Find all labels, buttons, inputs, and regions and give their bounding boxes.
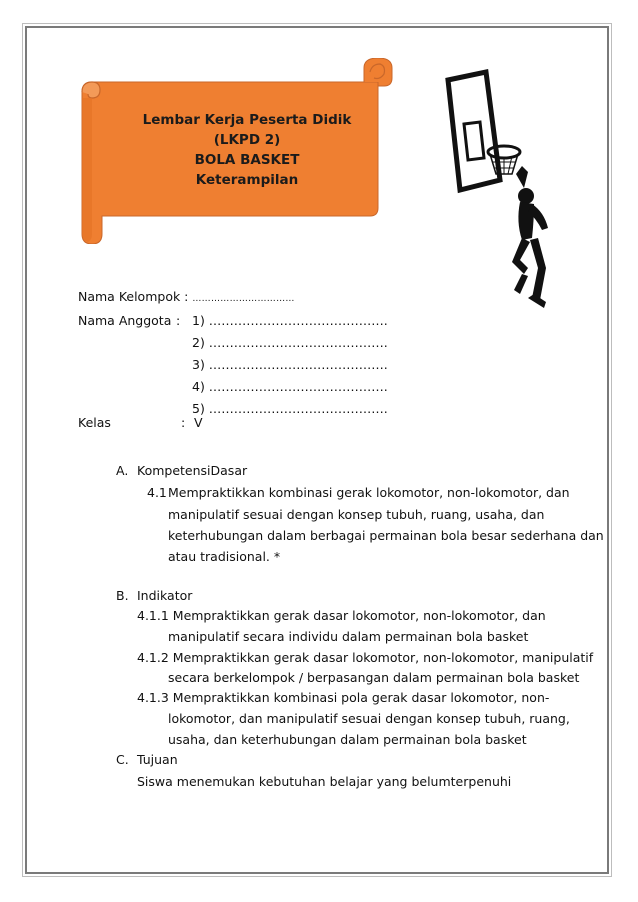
class-colon: : xyxy=(181,415,186,430)
section-a-title: KompetensiDasar xyxy=(137,463,248,478)
members-label: Nama Anggota xyxy=(78,313,172,328)
member-1: 1) ……………………………………. xyxy=(192,313,388,328)
section-c-text: Siswa menemukan kebutuhan belajar yang belumterpenuhi xyxy=(137,774,512,789)
section-a-number: 4.1 xyxy=(147,485,167,500)
basketball-hoop-icon xyxy=(420,62,570,322)
banner-line-1: Lembar Kerja Peserta Didik xyxy=(142,112,352,128)
indicator-4-1-2-line-2: secara berkelompok / berpasangan dalam permainan bola basket xyxy=(168,670,580,685)
section-a-line-3: keterhubungan dalam berbagai permainan bola besar sederhana dan xyxy=(168,528,604,543)
group-name-label: Nama Kelompok : xyxy=(78,289,189,304)
banner-line-3: BOLA BASKET xyxy=(194,152,300,168)
section-a-line-4: atau tradisional. * xyxy=(168,549,281,564)
banner-line-4: Keterampilan xyxy=(195,172,299,188)
section-a-line-1: Mempraktikkan kombinasi gerak lokomotor, non-lokomotor, dan xyxy=(168,485,570,500)
banner-title xyxy=(102,110,392,190)
members-colon: : xyxy=(176,313,181,328)
section-b-marker: B. xyxy=(116,588,129,603)
member-2: 2) ……………………………………. xyxy=(192,335,388,350)
member-3: 3) ……………………………………. xyxy=(192,357,388,372)
member-4: 4) ……………………………………. xyxy=(192,379,388,394)
banner-line-2: (LKPD 2) xyxy=(213,132,281,148)
group-name-field xyxy=(78,289,295,304)
indicator-4-1-1-line-2: manipulatif secara individu dalam permainan bola basket xyxy=(168,629,529,644)
section-a-line-2: manipulatif sesuai dengan konsep tubuh, ruang, usaha, dan xyxy=(168,507,545,522)
indicator-4-1-3-line-2: lokomotor, dan manipulatif sesuai dengan konsep tubuh, ruang, xyxy=(168,711,570,726)
class-label: Kelas xyxy=(78,415,111,430)
group-name-value: …………………………… xyxy=(192,294,295,304)
indicator-4-1-3-line-1: 4.1.3 Mempraktikkan kombinasi pola gerak dasar lokomotor, non- xyxy=(137,690,550,705)
class-value: V xyxy=(194,415,203,430)
section-c-title: Tujuan xyxy=(137,752,178,767)
indicator-4-1-1-line-1: 4.1.1 Mempraktikkan gerak dasar lokomotor, non-lokomotor, dan xyxy=(137,608,546,623)
member-5: 5) ……………………………………. xyxy=(192,401,388,416)
section-b-title: Indikator xyxy=(137,588,193,603)
section-a-marker: A. xyxy=(116,463,129,478)
section-c-marker: C. xyxy=(116,752,129,767)
indicator-4-1-2-line-1: 4.1.2 Mempraktikkan gerak dasar lokomotor, non-lokomotor, manipulatif xyxy=(137,650,594,665)
basketball-player-illustration xyxy=(420,62,570,322)
indicator-4-1-3-line-3: usaha, dan keterhubungan dalam permainan bola basket xyxy=(168,732,527,747)
